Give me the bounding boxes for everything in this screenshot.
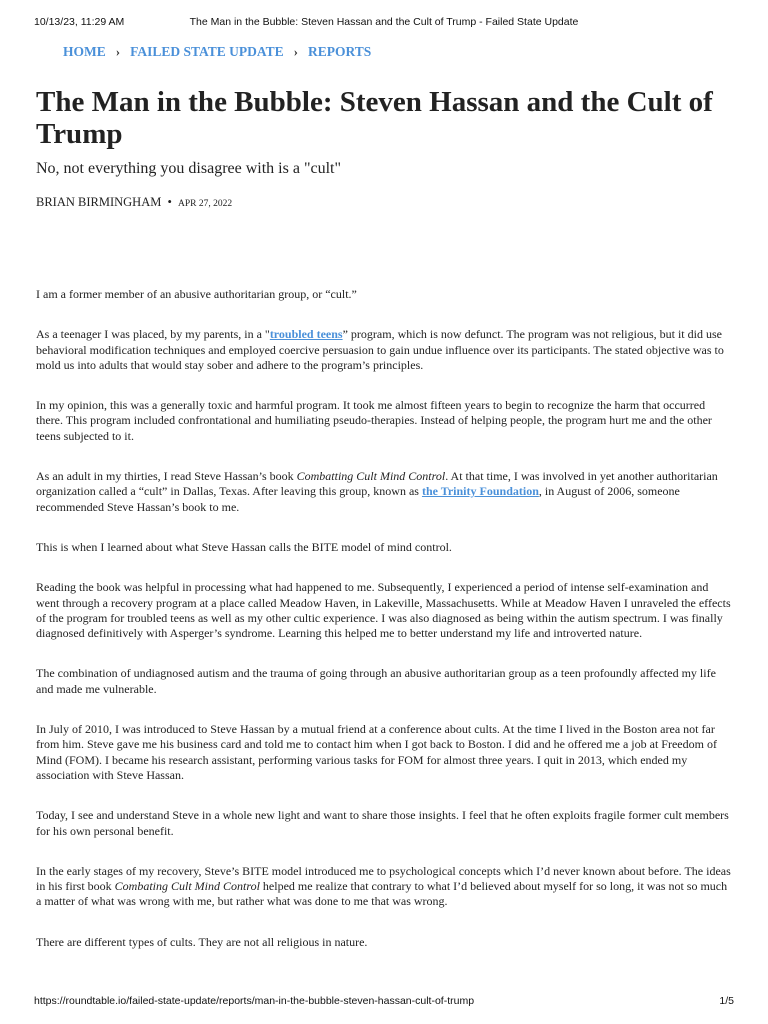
article-title: The Man in the Bubble: Steven Hassan and the Cult of Trump xyxy=(36,86,713,150)
paragraph: Today, I see and understand Steve in a whole new light and want to share those insights. I feel that he often exploits fragile former cult members for his own personal benefit. xyxy=(36,808,729,838)
paragraph: This is when I learned about what Steve Hassan calls the BITE model of mind control. xyxy=(36,539,452,554)
article-byline xyxy=(36,195,232,210)
paragraph-text: ” program, which is now defunct. The program was not religious, but it did use behavioral modification techniques and employed coercive persuasion to gain undue influence over its participants. The stated objective was to mold us into adults that would stay sober and adhere to the program’s principles. xyxy=(36,327,724,372)
paragraph-text: helped me realize that contrary to what I’d believed about myself for so long, it was not so much a matter of what was wrong with me, but rather what was done to me that was wrong. xyxy=(36,879,728,909)
print-url: https://roundtable.io/failed-state-update/reports/man-in-the-bubble-steven-hassan-cult-of-trump xyxy=(34,995,475,1007)
paragraph: In my opinion, this was a generally toxic and harmful program. It took me almost fifteen years to begin to recognize the harm that occurred there. This program included confrontational and humiliating pseudo-therapies. Instead of helping people, the program hurt me and the other teens subjected to it. xyxy=(36,398,712,443)
paragraph: Reading the book was helpful in processing what had happened to me. Subsequently, I experienced a period of intense self-examination and went through a recovery program at a place called Meadow Haven, in Lakeville, Massachusetts. While at Meadow Haven I unraveled the effects of the program for troubled teens as well as my other cultic experience. I was also diagnosed as being within the autism spectrum. I was finally diagnosed definitively with Asperger’s syndrome. Learning this helped me to better understand my life and introverted nature. xyxy=(36,580,731,641)
print-page-title: The Man in the Bubble: Steven Hassan and the Cult of Trump - Failed State Update xyxy=(189,16,579,28)
paragraph-text: . At that time, I was involved in yet another authoritarian organization called a “cult” in Dallas, Texas. After leaving this group, known as xyxy=(36,469,718,499)
troubled-teens-link[interactable]: troubled teens xyxy=(269,327,343,342)
page-number: 1/5 xyxy=(719,995,734,1007)
paragraph xyxy=(36,864,734,910)
article-body xyxy=(36,287,734,975)
chevron-right-icon: › xyxy=(115,44,121,59)
byline-separator: • xyxy=(167,195,172,209)
paragraph xyxy=(36,327,734,373)
publish-date: APR 27, 2022 xyxy=(178,199,233,209)
breadcrumb-failed-state-update-link[interactable]: FAILED STATE UPDATE xyxy=(130,44,284,59)
print-footer xyxy=(34,995,734,1009)
paragraph: There are different types of cults. They are not all religious in nature. xyxy=(36,934,368,949)
article-subtitle: No, not everything you disagree with is a "cult" xyxy=(36,160,341,177)
paragraph: In July of 2010, I was introduced to Steve Hassan by a mutual friend at a conference about cults. At the time I lived in the Boston area not far from him. Steve gave me his business card and told me to contact him when I got back to Boston. I did and he offered me a job at Freedom of Mind (FOM). I became his research assistant, performing various tasks for FOM for almost three years. I quit in 2013, which ended my association with Steve Hassan. xyxy=(36,722,717,782)
paragraph-text: As a teenager I was placed, by my parents, in a " xyxy=(36,327,270,342)
breadcrumb xyxy=(63,44,371,60)
paragraph-text: In the early stages of my recovery, Steve’s BITE model introduced me to psychological concepts which I’d never known about before. The ideas in his first book xyxy=(36,863,731,894)
book-title: Combating Cult Mind Control xyxy=(114,879,260,894)
book-title: Combatting Cult Mind Control xyxy=(296,469,446,484)
print-datetime: 10/13/23, 11:29 AM xyxy=(34,16,125,28)
breadcrumb-reports-link[interactable]: REPORTS xyxy=(307,44,372,59)
paragraph: I am a former member of an abusive authoritarian group, or “cult.” xyxy=(36,287,357,301)
author-link[interactable]: BRIAN BIRMINGHAM xyxy=(36,195,162,209)
chevron-right-icon: › xyxy=(293,44,298,59)
print-header xyxy=(34,16,734,30)
paragraph xyxy=(36,469,734,515)
trinity-foundation-link[interactable]: the Trinity Foundation xyxy=(421,484,539,499)
paragraph-text: , in August of 2006, someone recommended Steve Hassan’s book to me. xyxy=(36,484,680,514)
paragraph-text: As an adult in my thirties, I read Steve Hassan’s book xyxy=(36,469,297,484)
breadcrumb-home-link[interactable]: HOME xyxy=(63,44,106,59)
paragraph: The combination of undiagnosed autism and the trauma of going through an abusive authoritarian group as a teen profoundly affected my life and made me vulnerable. xyxy=(36,666,716,696)
